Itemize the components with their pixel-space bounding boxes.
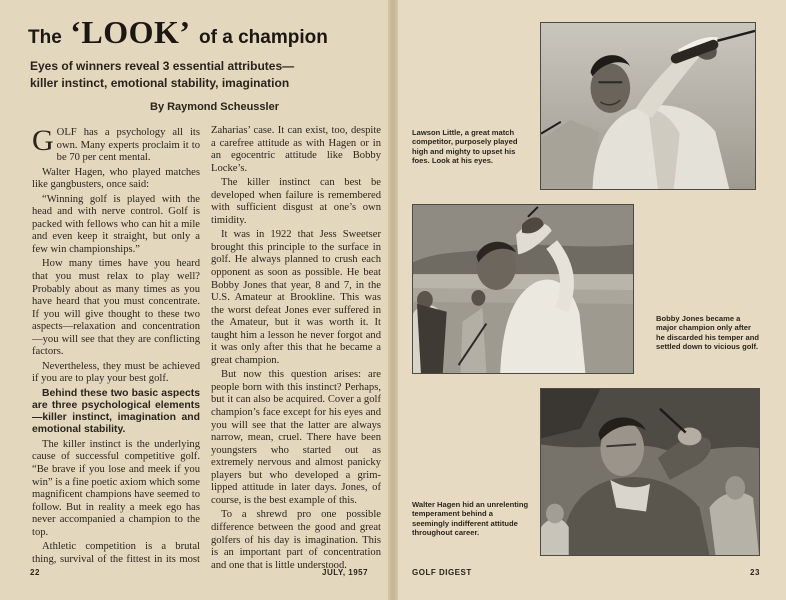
caption-walter-hagen: Walter Hagen hid an unrelenting temperament behind a seemingly indifferent attitude throughout career. (412, 500, 529, 538)
paragraph: “Winning golf is played with the head and with nerve control. Golf is packed with fellows who can hit a mile and even keep it straight, but only a few win championships.” (32, 193, 200, 255)
left-page-number: 22 (30, 568, 40, 577)
byline: By Raymond Scheussler (150, 101, 279, 113)
photo-lawson-little (540, 22, 756, 190)
paragraph: But now this question arises: are people born with this instinct? Perhaps, but it can also be acquired. Cover a golf champion’s face except for his eyes and you will see that the latter are always narrow, mean, cruel. There have been youngsters who started out as extremely nervous and almost panicky players but who developed a grim-lipped attitude in later days. Jones, of course, is the best example of this. (211, 369, 381, 506)
issue-date: JULY, 1957 (322, 568, 369, 577)
paragraph: How many times have you heard that you must relax to play well? Probably about as many times as you have heard that you must concentrate. If you will give thought to these two aspects—relaxation and concentration—you will see that they are conflicting factors. (32, 258, 200, 358)
paragraph: Zaharias’ case. It can exist, too, despite a carefree attitude as with Hagen or in an egocentric attitude like Bobby Locke’s. (211, 125, 381, 174)
right-page-number: 23 (750, 568, 760, 577)
paragraph: Walter Hagen, who played matches like gangbusters, once said: (32, 166, 200, 191)
photo-walter-hagen (540, 388, 760, 556)
title-suffix: of a champion (199, 27, 328, 48)
paragraph: Nevertheless, they must be achieved if you are to play your best golf. (32, 360, 200, 385)
bobby-jones-image (413, 205, 633, 373)
page-gutter (388, 0, 398, 600)
article-subtitle (30, 58, 360, 92)
walter-hagen-image (541, 389, 759, 555)
article-title (28, 14, 388, 51)
article-column-1 (32, 127, 200, 567)
pull-quote: Behind these two basic aspects are three psychological elements—killer instinct, imagination and emotional stability. (32, 387, 200, 435)
caption-bobby-jones: Bobby Jones became a major champion only after he discarded his temper and settled down to vicious golf. (656, 314, 759, 352)
title-prefix: The (28, 27, 62, 48)
paragraph-text: OLF has a psychology all its own. Many experts proclaim it to be 70 per cent mental. (56, 127, 200, 164)
photo-bobby-jones (412, 204, 634, 374)
paragraph (32, 127, 200, 165)
paragraph: To a shrewd pro one possible difference between the good and great golfers of his day is imagination. This is an important part of concentration and one that is little understood. (211, 509, 381, 571)
subtitle-line-1: Eyes of winners reveal 3 essential attributes— (30, 59, 295, 73)
article-column-2 (211, 125, 381, 574)
paragraph: It was in 1922 that Jess Sweetser brought this principle to the surface in golf. He always planned to crush each opponent as soon as possible. He beat Bobby Jones that year, 8 and 7, in the U.S. Amateur at Brookline. This was the worst defeat Jones ever suffered in the Amateur, but it was worth it. It taught him a lesson he never forgot and it was only after this that he became a great champion. (211, 229, 381, 366)
subtitle-line-2: killer instinct, emotional stability, imagination (30, 76, 290, 90)
paragraph: The killer instinct can best be developed when failure is remembered with sufficient disgust at one’s own timidity. (211, 177, 381, 226)
drop-cap: G (32, 127, 54, 157)
paragraph: Athletic competition is a brutal thing, survival of the fittest in its most (32, 541, 200, 565)
caption-lawson-little: Lawson Little, a great match competitor, purposely played high and mighty to upset his foes. Look at his eyes. (412, 128, 518, 166)
paragraph: The killer instinct is the underlying cause of successful competitive golf. “Be brave if you lose and meek if you win” is a fine poetic axiom which some magnificent champions have seemed to follow. But in reality a meek ego has never accompanied a champion to the top. (32, 438, 200, 538)
magazine-name: GOLF DIGEST (412, 568, 472, 577)
lawson-little-image (541, 23, 755, 189)
title-main: ‘LOOK’ (70, 14, 191, 50)
